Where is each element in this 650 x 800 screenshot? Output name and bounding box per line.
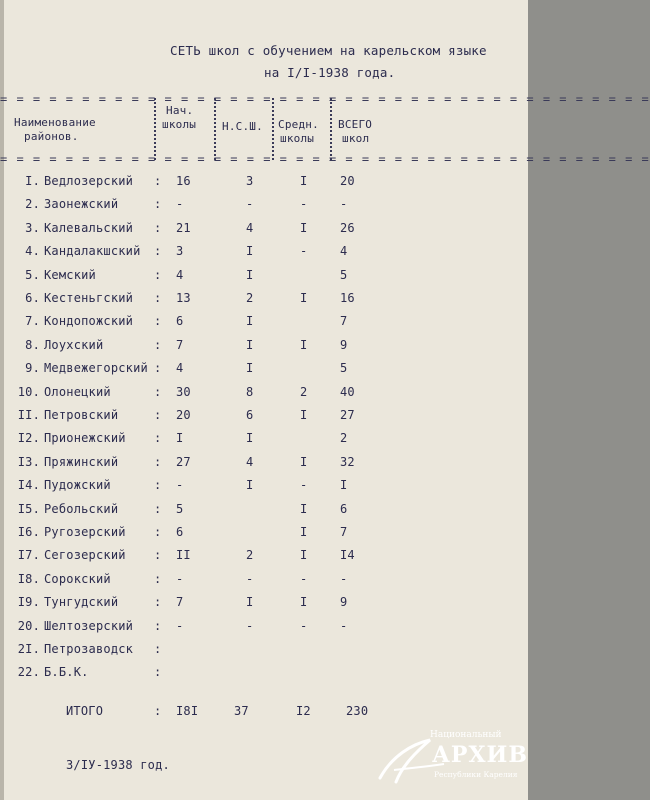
secondary-schools-count: I	[300, 525, 308, 539]
secondary-schools-count: I	[300, 408, 308, 422]
elementary-schools-count: -	[176, 572, 184, 586]
total-schools-count: 2	[340, 431, 348, 445]
table-row	[0, 221, 528, 241]
incomplete-secondary-count: I	[246, 268, 254, 282]
elementary-schools-count: II	[176, 548, 191, 562]
elementary-schools-count: 27	[176, 455, 191, 469]
district-name: Ругозерский	[44, 525, 126, 539]
header-top-rule: = = = = = = = = = = = = = = = = = = = = = = = = = = = = = = = = = = = = = = = =	[0, 92, 650, 106]
district-name: Б.Б.К.	[44, 665, 89, 679]
archive-logo-line-3: Республики Карелия	[434, 770, 518, 779]
district-name: Сегозерский	[44, 548, 126, 562]
table-row	[0, 431, 528, 451]
district-name: Заонежский	[44, 197, 119, 211]
incomplete-secondary-count: I	[246, 478, 254, 492]
row-colon: :	[154, 268, 162, 282]
header-secondary-line-1: Средн.	[278, 118, 319, 131]
row-number: 2I.	[17, 642, 40, 656]
header-total-line-1: ВСЕГО	[338, 118, 373, 131]
district-name: Ребольский	[44, 502, 119, 516]
row-number: I8.	[17, 572, 40, 586]
row-number: 4.	[25, 244, 40, 258]
row-colon: :	[154, 525, 162, 539]
column-separator	[214, 98, 216, 160]
row-number: I9.	[17, 595, 40, 609]
elementary-schools-count: I	[176, 431, 184, 445]
row-colon: :	[154, 431, 162, 445]
total-all: 230	[346, 704, 369, 718]
table-row	[0, 408, 528, 428]
district-name: Лоухский	[44, 338, 104, 352]
elementary-schools-count: 3	[176, 244, 184, 258]
total-schools-count: 5	[340, 268, 348, 282]
row-number: I7.	[17, 548, 40, 562]
row-colon: :	[154, 361, 162, 375]
table-row	[0, 455, 528, 475]
column-separator	[272, 98, 274, 160]
row-colon: :	[154, 385, 162, 399]
row-number: I2.	[17, 431, 40, 445]
header-district-name-line-2: районов.	[24, 130, 79, 143]
elementary-schools-count: 21	[176, 221, 191, 235]
district-name: Олонецкий	[44, 385, 111, 399]
document-date: 3/IУ-1938 год.	[66, 758, 170, 772]
row-number: 9.	[25, 361, 40, 375]
incomplete-secondary-count: 4	[246, 455, 254, 469]
elementary-schools-count: 4	[176, 361, 184, 375]
table-row	[0, 338, 528, 358]
row-number: 3.	[25, 221, 40, 235]
row-number: I4.	[17, 478, 40, 492]
district-name: Пудожский	[44, 478, 111, 492]
table-row	[0, 642, 528, 662]
secondary-schools-count: I	[300, 502, 308, 516]
secondary-schools-count: -	[300, 619, 308, 633]
total-schools-count: I4	[340, 548, 355, 562]
secondary-schools-count: I	[300, 291, 308, 305]
row-colon: :	[154, 408, 162, 422]
table-row	[0, 197, 528, 217]
total-schools-count: 27	[340, 408, 355, 422]
district-name: Пряжинский	[44, 455, 119, 469]
row-colon: :	[154, 572, 162, 586]
row-number: 10.	[17, 385, 40, 399]
row-colon: :	[154, 595, 162, 609]
table-row	[0, 665, 528, 685]
row-colon: :	[154, 455, 162, 469]
document-title-line-1: СЕТЬ школ с обучением на карельском языке	[170, 43, 487, 58]
table-row	[0, 502, 528, 522]
row-colon: :	[154, 548, 162, 562]
incomplete-secondary-count: 2	[246, 291, 254, 305]
row-colon: :	[154, 642, 162, 656]
district-name: Петрозаводск	[44, 642, 134, 656]
total-schools-count: I	[340, 478, 348, 492]
total-schools-count: 20	[340, 174, 355, 188]
secondary-schools-count: I	[300, 595, 308, 609]
total-schools-count: 7	[340, 525, 348, 539]
elementary-schools-count: 20	[176, 408, 191, 422]
table-row	[0, 314, 528, 334]
column-separator	[154, 98, 156, 160]
district-name: Кемский	[44, 268, 96, 282]
row-colon: :	[154, 221, 162, 235]
header-district-name-line-1: Наименование	[14, 116, 96, 129]
total-schools-count: 9	[340, 595, 348, 609]
elementary-schools-count: 7	[176, 338, 184, 352]
row-colon: :	[154, 619, 162, 633]
district-name: Калевальский	[44, 221, 134, 235]
header-bottom-rule: = = = = = = = = = = = = = = = = = = = = = = = = = = = = = = = = = = = = = = = =	[0, 152, 650, 166]
row-number: I5.	[17, 502, 40, 516]
elementary-schools-count: 5	[176, 502, 184, 516]
header-elementary-line-2: школы	[162, 118, 197, 131]
row-number: II.	[17, 408, 40, 422]
district-name: Медвежегорский	[44, 361, 148, 375]
secondary-schools-count: 2	[300, 385, 308, 399]
total-label: ИТОГО	[66, 704, 104, 718]
row-colon: :	[154, 314, 162, 328]
row-number: 5.	[25, 268, 40, 282]
total-elementary: I8I	[176, 704, 199, 718]
table-row	[0, 244, 528, 264]
total-incomplete-secondary: 37	[234, 704, 249, 718]
district-name: Кестеньгский	[44, 291, 134, 305]
total-schools-count: 40	[340, 385, 355, 399]
elementary-schools-count: 16	[176, 174, 191, 188]
incomplete-secondary-count: I	[246, 338, 254, 352]
elementary-schools-count: 4	[176, 268, 184, 282]
incomplete-secondary-count: I	[246, 314, 254, 328]
incomplete-secondary-count: I	[246, 244, 254, 258]
elementary-schools-count: 13	[176, 291, 191, 305]
total-schools-count: 5	[340, 361, 348, 375]
archive-watermark-logo	[372, 726, 528, 792]
table-row	[0, 478, 528, 498]
elementary-schools-count: 6	[176, 314, 184, 328]
archive-logo-line-1: Национальный	[430, 730, 502, 740]
row-colon: :	[154, 478, 162, 492]
incomplete-secondary-count: I	[246, 361, 254, 375]
row-colon: :	[154, 174, 162, 188]
row-number: 20.	[17, 619, 40, 633]
row-number: 6.	[25, 291, 40, 305]
row-number: 2.	[25, 197, 40, 211]
incomplete-secondary-count: 8	[246, 385, 254, 399]
header-total-line-2: школ	[342, 132, 370, 145]
table-row	[0, 548, 528, 568]
total-schools-count: 7	[340, 314, 348, 328]
secondary-schools-count: I	[300, 221, 308, 235]
elementary-schools-count: -	[176, 197, 184, 211]
total-schools-count: 26	[340, 221, 355, 235]
table-row	[0, 174, 528, 194]
table-row	[0, 619, 528, 639]
total-schools-count: 9	[340, 338, 348, 352]
header-secondary-line-2: школы	[280, 132, 315, 145]
incomplete-secondary-count: 4	[246, 221, 254, 235]
total-schools-count: -	[340, 572, 348, 586]
incomplete-secondary-count: 3	[246, 174, 254, 188]
row-number: I.	[25, 174, 40, 188]
incomplete-secondary-count: I	[246, 595, 254, 609]
header-incomplete-secondary: Н.С.Ш.	[222, 120, 263, 133]
district-name: Прионежский	[44, 431, 126, 445]
row-number: I3.	[17, 455, 40, 469]
table-row	[0, 595, 528, 615]
total-schools-count: 6	[340, 502, 348, 516]
table-row	[0, 361, 528, 381]
incomplete-secondary-count: -	[246, 197, 254, 211]
row-number: 7.	[25, 314, 40, 328]
row-number: 22.	[17, 665, 40, 679]
incomplete-secondary-count: 6	[246, 408, 254, 422]
incomplete-secondary-count: I	[246, 431, 254, 445]
district-name: Тунгудский	[44, 595, 119, 609]
row-colon: :	[154, 502, 162, 516]
total-secondary: I2	[296, 704, 311, 718]
elementary-schools-count: 6	[176, 525, 184, 539]
incomplete-secondary-count: -	[246, 572, 254, 586]
secondary-schools-count: I	[300, 338, 308, 352]
row-colon: :	[154, 244, 162, 258]
total-schools-count: 16	[340, 291, 355, 305]
secondary-schools-count: I	[300, 174, 308, 188]
archive-logo-line-2: АРХИВ	[432, 742, 528, 768]
district-name: Кондопожский	[44, 314, 134, 328]
total-schools-count: -	[340, 197, 348, 211]
district-name: Сорокский	[44, 572, 111, 586]
district-name: Шелтозерский	[44, 619, 134, 633]
secondary-schools-count: -	[300, 572, 308, 586]
table-row	[0, 268, 528, 288]
elementary-schools-count: 30	[176, 385, 191, 399]
elementary-schools-count: 7	[176, 595, 184, 609]
total-row	[0, 704, 528, 724]
table-row	[0, 525, 528, 545]
secondary-schools-count: I	[300, 548, 308, 562]
district-name: Петровский	[44, 408, 119, 422]
elementary-schools-count: -	[176, 478, 184, 492]
table-row	[0, 572, 528, 592]
total-schools-count: 4	[340, 244, 348, 258]
incomplete-secondary-count: -	[246, 619, 254, 633]
row-number: 8.	[25, 338, 40, 352]
header-elementary-line-1: Нач.	[166, 104, 194, 117]
row-colon: :	[154, 338, 162, 352]
row-colon: :	[154, 291, 162, 305]
district-name: Ведлозерский	[44, 174, 134, 188]
district-name: Кандалакшский	[44, 244, 141, 258]
row-number: I6.	[17, 525, 40, 539]
column-separator	[330, 98, 332, 160]
total-schools-count: -	[340, 619, 348, 633]
elementary-schools-count: -	[176, 619, 184, 633]
row-colon: :	[154, 197, 162, 211]
incomplete-secondary-count: 2	[246, 548, 254, 562]
secondary-schools-count: -	[300, 478, 308, 492]
total-schools-count: 32	[340, 455, 355, 469]
row-colon: :	[154, 665, 162, 679]
table-row	[0, 385, 528, 405]
secondary-schools-count: I	[300, 455, 308, 469]
secondary-schools-count: -	[300, 197, 308, 211]
document-title-line-2: на I/I-1938 года.	[264, 65, 396, 80]
table-row	[0, 291, 528, 311]
total-colon: :	[154, 704, 162, 718]
secondary-schools-count: -	[300, 244, 308, 258]
